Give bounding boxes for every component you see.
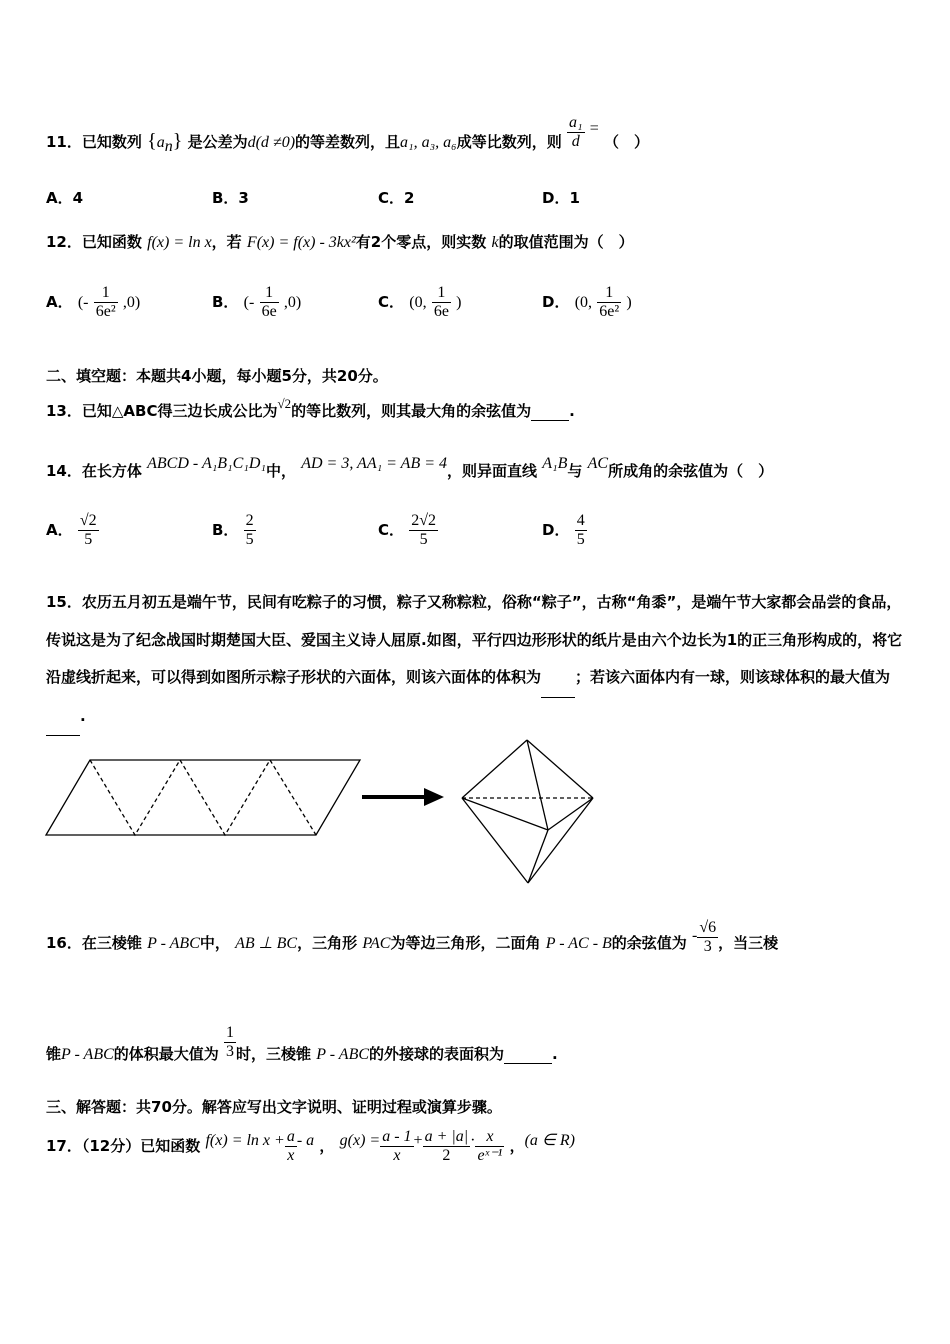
q14-option-c[interactable]: C． $\frac{2√2}{5}$ bbox=[378, 512, 437, 548]
q11-option-b[interactable]: B．3 bbox=[212, 189, 249, 207]
q12-option-c[interactable]: C． (0, $\frac{1}{6e}$ ) bbox=[378, 284, 462, 320]
q14-option-b[interactable]: B． $\frac{2}{5}$ bbox=[212, 512, 254, 548]
arrow-icon bbox=[362, 788, 444, 806]
q12-stem: 12．已知函数 f(x) = ln x，若 F(x) = f(x) - 3kx²有2个零点，则实数 k的取值范围为（ ） bbox=[46, 233, 634, 251]
parallelogram-net bbox=[46, 760, 360, 835]
q11-option-d[interactable]: D．1 bbox=[542, 189, 580, 207]
q11-stem: 11．已知数列 $\{a_n\}$ 是公差为d(d ≠0)的等差数列，且a₁, a₃, a₆成等比数列，则 $\frac{\text{a₁}}{d}$ = （ ） bbox=[46, 114, 650, 155]
fold-lines bbox=[90, 760, 316, 835]
q12-option-b[interactable]: B． (- $\frac{1}{6e}$ ,0) bbox=[212, 284, 302, 320]
q14-option-d[interactable]: D． $\frac{4}{5}$ bbox=[542, 512, 585, 548]
q17-stem: 17．（12分）已知函数 f(x) = ln x + $\frac{a}{x}$ - a ， g(x) = $\frac{a - 1}{x}$ + $\frac{a + |a|}{2}$ · $\frac{x}{\text{eˣ⁻¹}}$ ，(a ∈ R) bbox=[46, 1128, 575, 1164]
q12-option-d[interactable]: D． (0, $\frac{1}{\text{6e²}}$ ) bbox=[542, 284, 632, 320]
q11-option-a[interactable]: A．4 bbox=[46, 189, 84, 207]
q16-stem-line2: 锥P - ABC的体积最大值为 $\frac{1}{3}$ 时，三棱锥 P - ABC的外接球的表面积为 . bbox=[46, 1024, 558, 1063]
q16-answer-blank[interactable] bbox=[504, 1045, 552, 1064]
hexahedron-solid bbox=[462, 740, 593, 883]
q15-stem: 15．农历五月初五是端午节，民间有吃粽子的习惯，粽子又称粽粒，俗称“粽子”，古称“角黍”，是端午节大家都会品尝的食品，传说这是为了纪念战国时期楚国大臣、爱国主义诗人屈原.如图，平行四边形形状的纸片是由六个边长为1的正三角形构成的，将它沿虚线折起来，可以得到如图所示粽子形状的六面体，则该六面体的体积为 ；若该六面体内有一球，则该球体积的最大值为 . bbox=[46, 584, 908, 736]
q12-option-a[interactable]: A． (- $\frac{1}{\text{6e²}}$ ,0) bbox=[46, 284, 141, 320]
q14-stem: 14．在长方体 ABCD - A₁B₁C₁D₁中， AD = 3, AA₁ = AB = 4，则异面直线 A₁B与 AC所成角的余弦值为（ ） bbox=[46, 455, 774, 480]
q15-figure bbox=[40, 730, 610, 890]
q15-answer-blank-1[interactable] bbox=[541, 659, 575, 698]
q11-option-c[interactable]: C．2 bbox=[378, 189, 415, 207]
q13-answer-blank[interactable] bbox=[531, 402, 569, 421]
section-fill-in: 二、填空题：本题共4小题，每小题5分，共20分。 bbox=[46, 367, 388, 385]
q16-stem-line1: 16．在三棱锥 P - ABC中， AB ⊥ BC，三角形 PAC为等边三角形，二面角 P - AC - B的余弦值为 - $\frac{√6}{3}$ ，当三棱 bbox=[46, 919, 779, 955]
q13-stem: 13．已知△ABC得三边长成公比为√2的等比数列，则其最大角的余弦值为 . bbox=[46, 396, 575, 420]
section-solutions: 三、解答题：共70分。解答应写出文字说明、证明过程或演算步骤。 bbox=[46, 1098, 502, 1116]
q14-option-a[interactable]: A． $\frac{√2}{5}$ bbox=[46, 512, 97, 548]
